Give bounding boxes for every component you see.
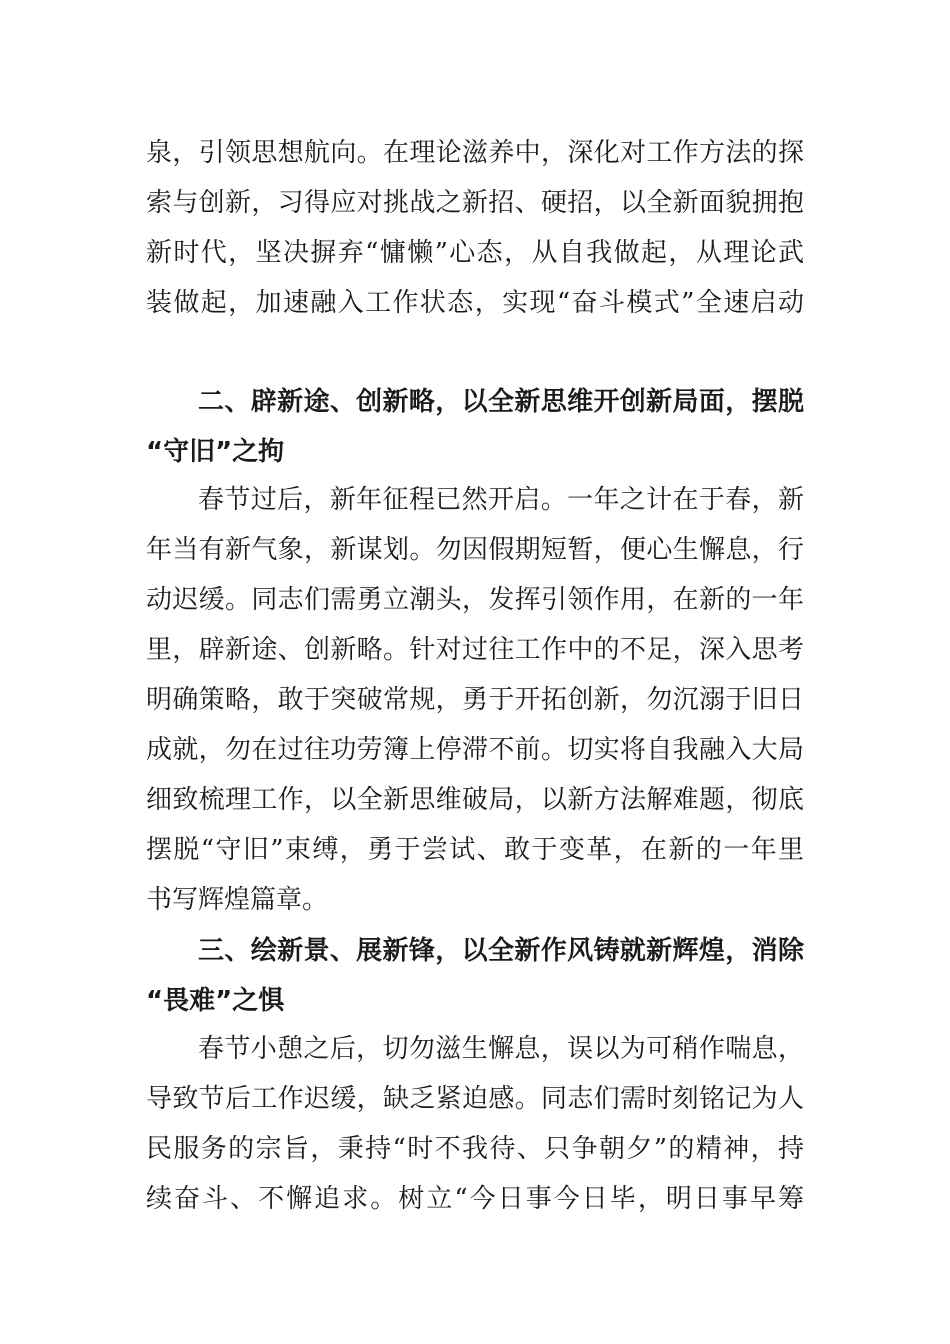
section-3-body xyxy=(146,1024,804,1224)
text-line: 书写辉煌篇章。 xyxy=(146,885,329,915)
text-line: 动迟缓。同志们需勇立潮头，发挥引领作用，在新的一年 xyxy=(146,585,804,615)
text-line: 续奋斗、不懈追求。树立“今日事今日毕，明日事早筹 xyxy=(146,1184,804,1214)
section-2-body xyxy=(146,475,804,925)
text-line: 民服务的宗旨，秉持“时不我待、只争朝夕”的精神，持 xyxy=(146,1134,804,1164)
paragraph-intro xyxy=(146,128,804,328)
text-line: 泉，引领思想航向。在理论滋养中，深化对工作方法的探 xyxy=(146,138,804,168)
heading-line: 三、绘新景、展新锋，以全新作风铸就新辉煌，消除 xyxy=(198,936,804,966)
text-line: 年当有新气象，新谋划。勿因假期短暂，便心生懈息，行 xyxy=(146,535,804,565)
text-line: 索与创新，习得应对挑战之新招、硬招，以全新面貌拥抱 xyxy=(146,188,804,218)
text-line: 导致节后工作迟缓，缺乏紧迫感。同志们需时刻铭记为人 xyxy=(146,1084,804,1114)
text-line: 成就，勿在过往功劳簿上停滞不前。切实将自我融入大局 xyxy=(146,735,804,765)
text-line: 春节过后，新年征程已然开启。一年之计在于春，新 xyxy=(198,485,804,515)
text-line: 摆脱“守旧”束缚，勇于尝试、敢于变革，在新的一年里 xyxy=(146,835,804,865)
text-line: 明确策略，敢于突破常规，勇于开拓创新，勿沉溺于旧日 xyxy=(146,685,804,715)
heading-line: “畏难”之惧 xyxy=(146,986,285,1016)
text-line: 里，辟新途、创新略。针对过往工作中的不足，深入思考 xyxy=(146,635,804,665)
text-line: 细致梳理工作，以全新思维破局，以新方法解难题，彻底 xyxy=(146,785,804,815)
heading-line: “守旧”之拘 xyxy=(146,437,285,467)
text-line: 新时代，坚决摒弃“慵懒”心态，从自我做起，从理论武 xyxy=(146,238,804,268)
section-3-heading xyxy=(146,926,804,1026)
text-line: 春节小憩之后，切勿滋生懈息，误以为可稍作喘息， xyxy=(198,1034,804,1064)
section-2-heading xyxy=(146,377,804,477)
heading-line: 二、辟新途、创新略，以全新思维开创新局面，摆脱 xyxy=(198,387,804,417)
text-line: 装做起，加速融入工作状态，实现“奋斗模式”全速启动 xyxy=(146,288,804,318)
